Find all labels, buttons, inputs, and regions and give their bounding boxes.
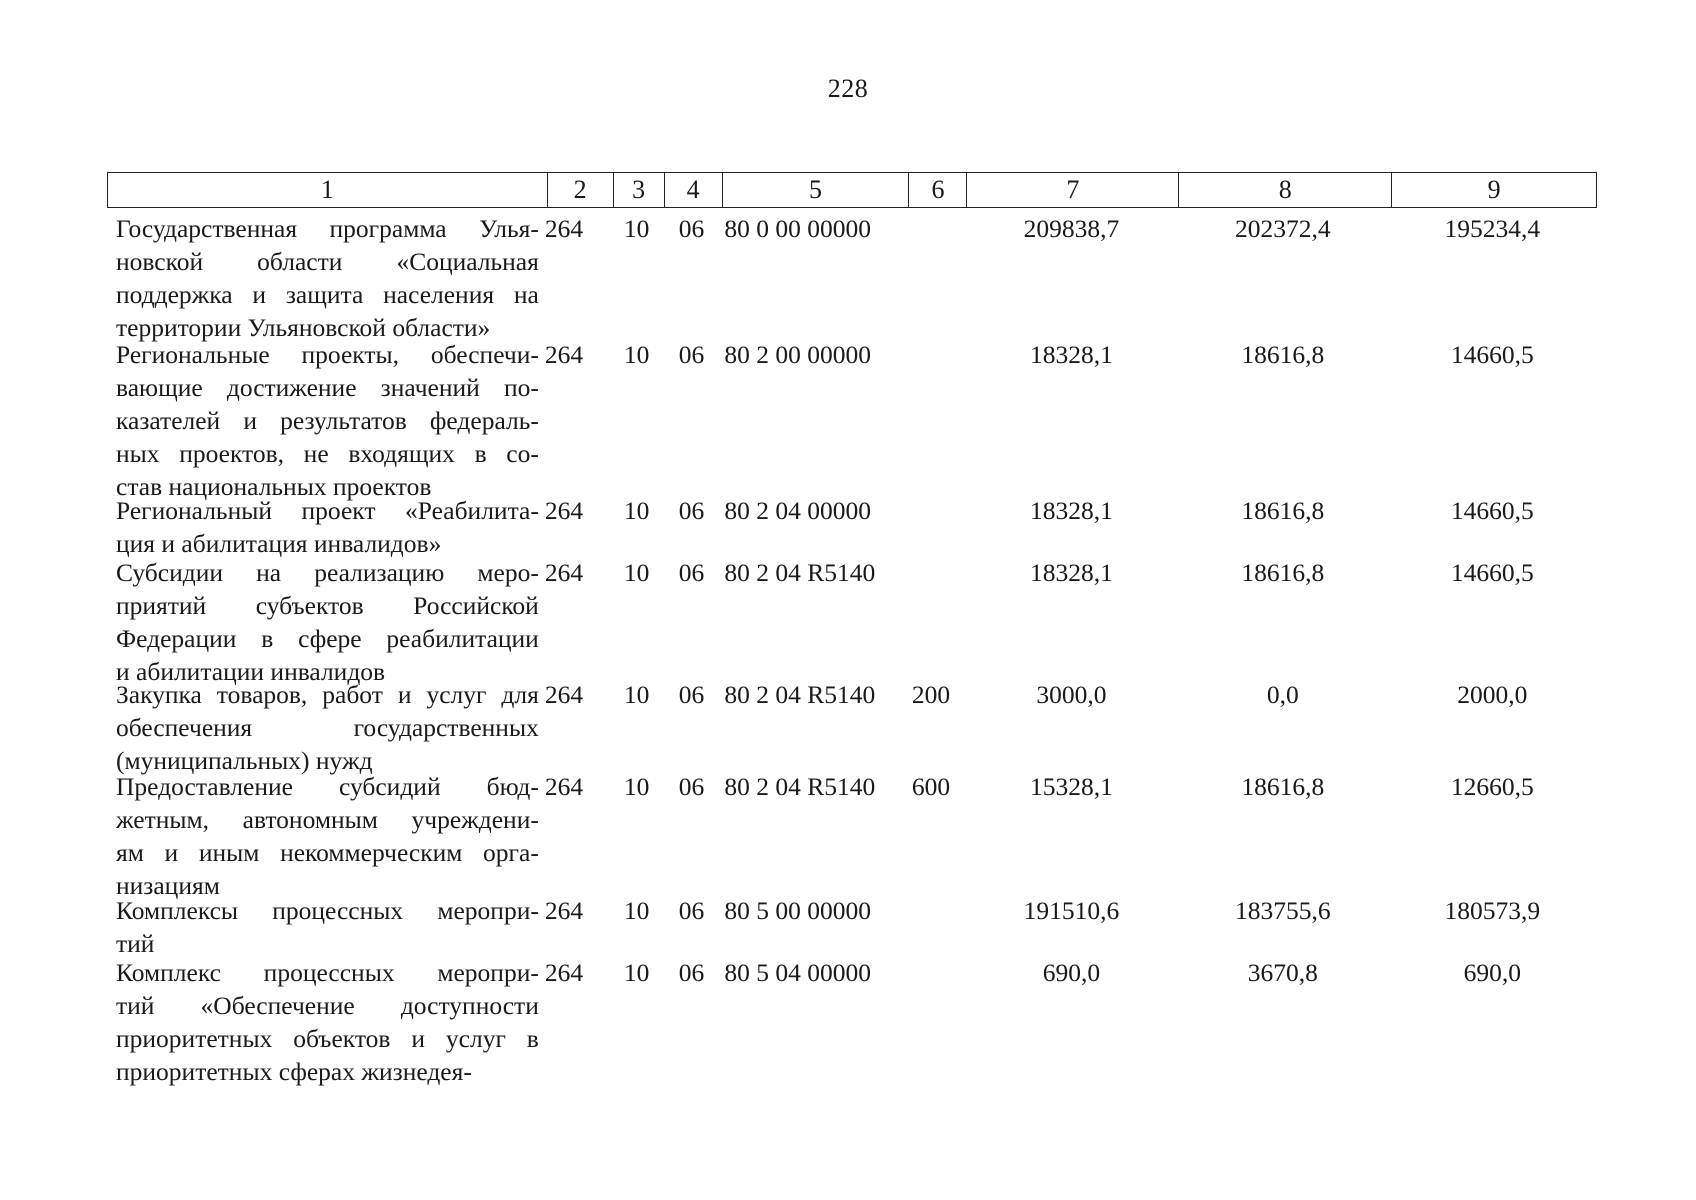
row-cell-2: 264: [544, 958, 584, 987]
row-cell-7: 3000,0: [1036, 680, 1107, 709]
table-row: [116, 338, 1596, 503]
row-cell-3: 10: [623, 896, 650, 925]
row-cell-3: 10: [623, 958, 650, 987]
row-cell-3: 10: [623, 558, 650, 587]
page-number: 228: [827, 74, 869, 103]
row-name-line: Закупка товаров, работ и услуг для: [116, 680, 539, 709]
row-cell-6: 600: [911, 772, 951, 801]
row-name-line: ных проектов, не входящих в со-: [116, 439, 539, 468]
row-name: [116, 338, 539, 503]
header-col-8: 8: [1179, 173, 1392, 207]
row-cell-5: 80 2 04 00000: [724, 496, 871, 525]
header-col-6: 6: [909, 173, 967, 207]
row-cell-8: 18616,8: [1241, 340, 1325, 369]
row-cell-2: 264: [544, 558, 584, 587]
table-header: [107, 172, 1597, 208]
row-cell-7: 18328,1: [1030, 558, 1113, 587]
row-name-line: приятий субъектов Российской: [116, 591, 539, 620]
row-name-line: новской области «Социальная: [116, 247, 539, 276]
table-row: [116, 678, 1596, 777]
row-cell-5: 80 5 00 00000: [724, 896, 871, 925]
row-name: [116, 494, 539, 560]
row-cell-8: 18616,8: [1241, 496, 1325, 525]
header-col-7: 7: [967, 173, 1179, 207]
row-cell-3: 10: [623, 496, 650, 525]
row-name: [116, 678, 539, 777]
row-name-line: Предоставление субсидий бюд-: [116, 772, 539, 801]
row-cell-5: 80 2 04 R5140: [724, 772, 876, 801]
row-cell-2: 264: [544, 772, 584, 801]
row-cell-6: 200: [911, 680, 951, 709]
row-cell-4: 06: [678, 496, 705, 525]
row-name-line: поддержка и защита населения на: [116, 280, 539, 309]
row-cell-3: 10: [623, 214, 650, 243]
row-cell-6: [910, 212, 966, 344]
row-cell-6: [910, 556, 966, 688]
row-cell-8: 202372,4: [1235, 214, 1331, 243]
row-cell-8: 183755,6: [1235, 896, 1331, 925]
row-name-line: (муниципальных) нужд: [116, 746, 373, 775]
table-row: [116, 894, 1596, 960]
row-name: [116, 770, 539, 902]
row-name-line: став национальных проектов: [116, 472, 432, 501]
row-cell-7: 15328,1: [1030, 772, 1113, 801]
row-cell-9: 12660,5: [1450, 772, 1534, 801]
row-cell-2: 264: [544, 680, 584, 709]
row-cell-3: 10: [623, 340, 650, 369]
row-name-line: ция и абилитация инвалидов»: [116, 529, 442, 558]
row-cell-4: 06: [678, 772, 705, 801]
row-name-line: Региональный проект «Реабилита-: [116, 496, 539, 525]
row-name-line: Региональные проекты, обеспечи-: [116, 340, 539, 369]
row-cell-6: [910, 494, 966, 560]
row-cell-9: 690,0: [1463, 958, 1521, 987]
row-cell-7: 18328,1: [1030, 496, 1113, 525]
row-cell-2: 264: [544, 340, 584, 369]
row-cell-2: 264: [544, 214, 584, 243]
row-cell-5: 80 5 04 00000: [724, 958, 871, 987]
row-cell-2: 264: [544, 896, 584, 925]
row-cell-6: [910, 338, 966, 503]
row-cell-9: 180573,9: [1444, 896, 1541, 925]
row-name: [116, 212, 539, 344]
table-row: [116, 494, 1596, 560]
row-cell-5: 80 2 00 00000: [724, 340, 871, 369]
table-row: [116, 956, 1596, 1088]
row-name: [116, 956, 539, 1088]
row-cell-7: 209838,7: [1023, 214, 1120, 243]
row-cell-7: 191510,6: [1023, 896, 1120, 925]
row-name-line: вающие достижение значений по-: [116, 373, 539, 402]
row-name-line: Комплексы процессных меропри-: [116, 896, 539, 925]
row-cell-8: 3670,8: [1247, 958, 1318, 987]
row-cell-8: 18616,8: [1241, 772, 1325, 801]
row-name-line: тий «Обеспечение доступности: [116, 991, 539, 1020]
row-name-line: Комплекс процессных меропри-: [116, 958, 539, 987]
row-cell-4: 06: [678, 958, 705, 987]
row-cell-4: 06: [678, 340, 705, 369]
row-cell-8: 0,0: [1266, 680, 1299, 709]
row-name-line: и абилитации инвалидов: [116, 657, 386, 686]
row-cell-3: 10: [623, 680, 650, 709]
row-cell-5: 80 2 04 R5140: [724, 558, 876, 587]
row-cell-3: 10: [623, 772, 650, 801]
row-name-line: Федерации в сфере реабилитации: [116, 624, 539, 653]
row-name-line: низациям: [116, 871, 220, 900]
row-cell-4: 06: [678, 680, 705, 709]
table-row: [116, 212, 1596, 344]
row-name-line: приоритетных сферах жизнедея-: [116, 1057, 472, 1086]
row-cell-9: 195234,4: [1444, 214, 1541, 243]
row-name-line: казателей и результатов федераль-: [116, 406, 539, 435]
row-cell-9: 14660,5: [1450, 496, 1534, 525]
table-row: [116, 770, 1596, 902]
header-col-3: 3: [614, 173, 665, 207]
row-cell-9: 14660,5: [1450, 558, 1534, 587]
row-name-line: Государственная программа Улья-: [116, 214, 539, 243]
row-name-line: обеспечения государственных: [116, 713, 539, 742]
row-cell-5: 80 0 00 00000: [724, 214, 871, 243]
row-cell-4: 06: [678, 214, 705, 243]
header-col-4: 4: [665, 173, 723, 207]
row-cell-2: 264: [544, 496, 584, 525]
row-cell-4: 06: [678, 558, 705, 587]
row-cell-4: 06: [678, 896, 705, 925]
table-row: [116, 556, 1596, 688]
row-cell-7: 18328,1: [1030, 340, 1113, 369]
row-cell-6: [910, 956, 966, 1088]
row-name-line: приоритетных объектов и услуг в: [116, 1024, 539, 1053]
row-name-line: Субсидии на реализацию меро-: [116, 558, 539, 587]
row-name: [116, 894, 539, 960]
row-cell-6: [910, 894, 966, 960]
header-col-1: 1: [108, 173, 548, 207]
row-name-line: ям и иным некоммерческим орга-: [116, 838, 539, 867]
row-cell-9: 14660,5: [1450, 340, 1534, 369]
header-col-9: 9: [1392, 173, 1597, 207]
row-cell-7: 690,0: [1042, 958, 1101, 987]
row-name-line: жетным, автономным учреждени-: [116, 805, 539, 834]
row-name: [116, 556, 539, 688]
row-cell-5: 80 2 04 R5140: [724, 680, 876, 709]
row-name-line: территории Ульяновской области»: [116, 313, 491, 342]
header-col-2: 2: [548, 173, 614, 207]
row-cell-9: 2000,0: [1457, 680, 1528, 709]
row-cell-8: 18616,8: [1241, 558, 1325, 587]
row-name-line: тий: [116, 929, 155, 958]
header-col-5: 5: [723, 173, 910, 207]
